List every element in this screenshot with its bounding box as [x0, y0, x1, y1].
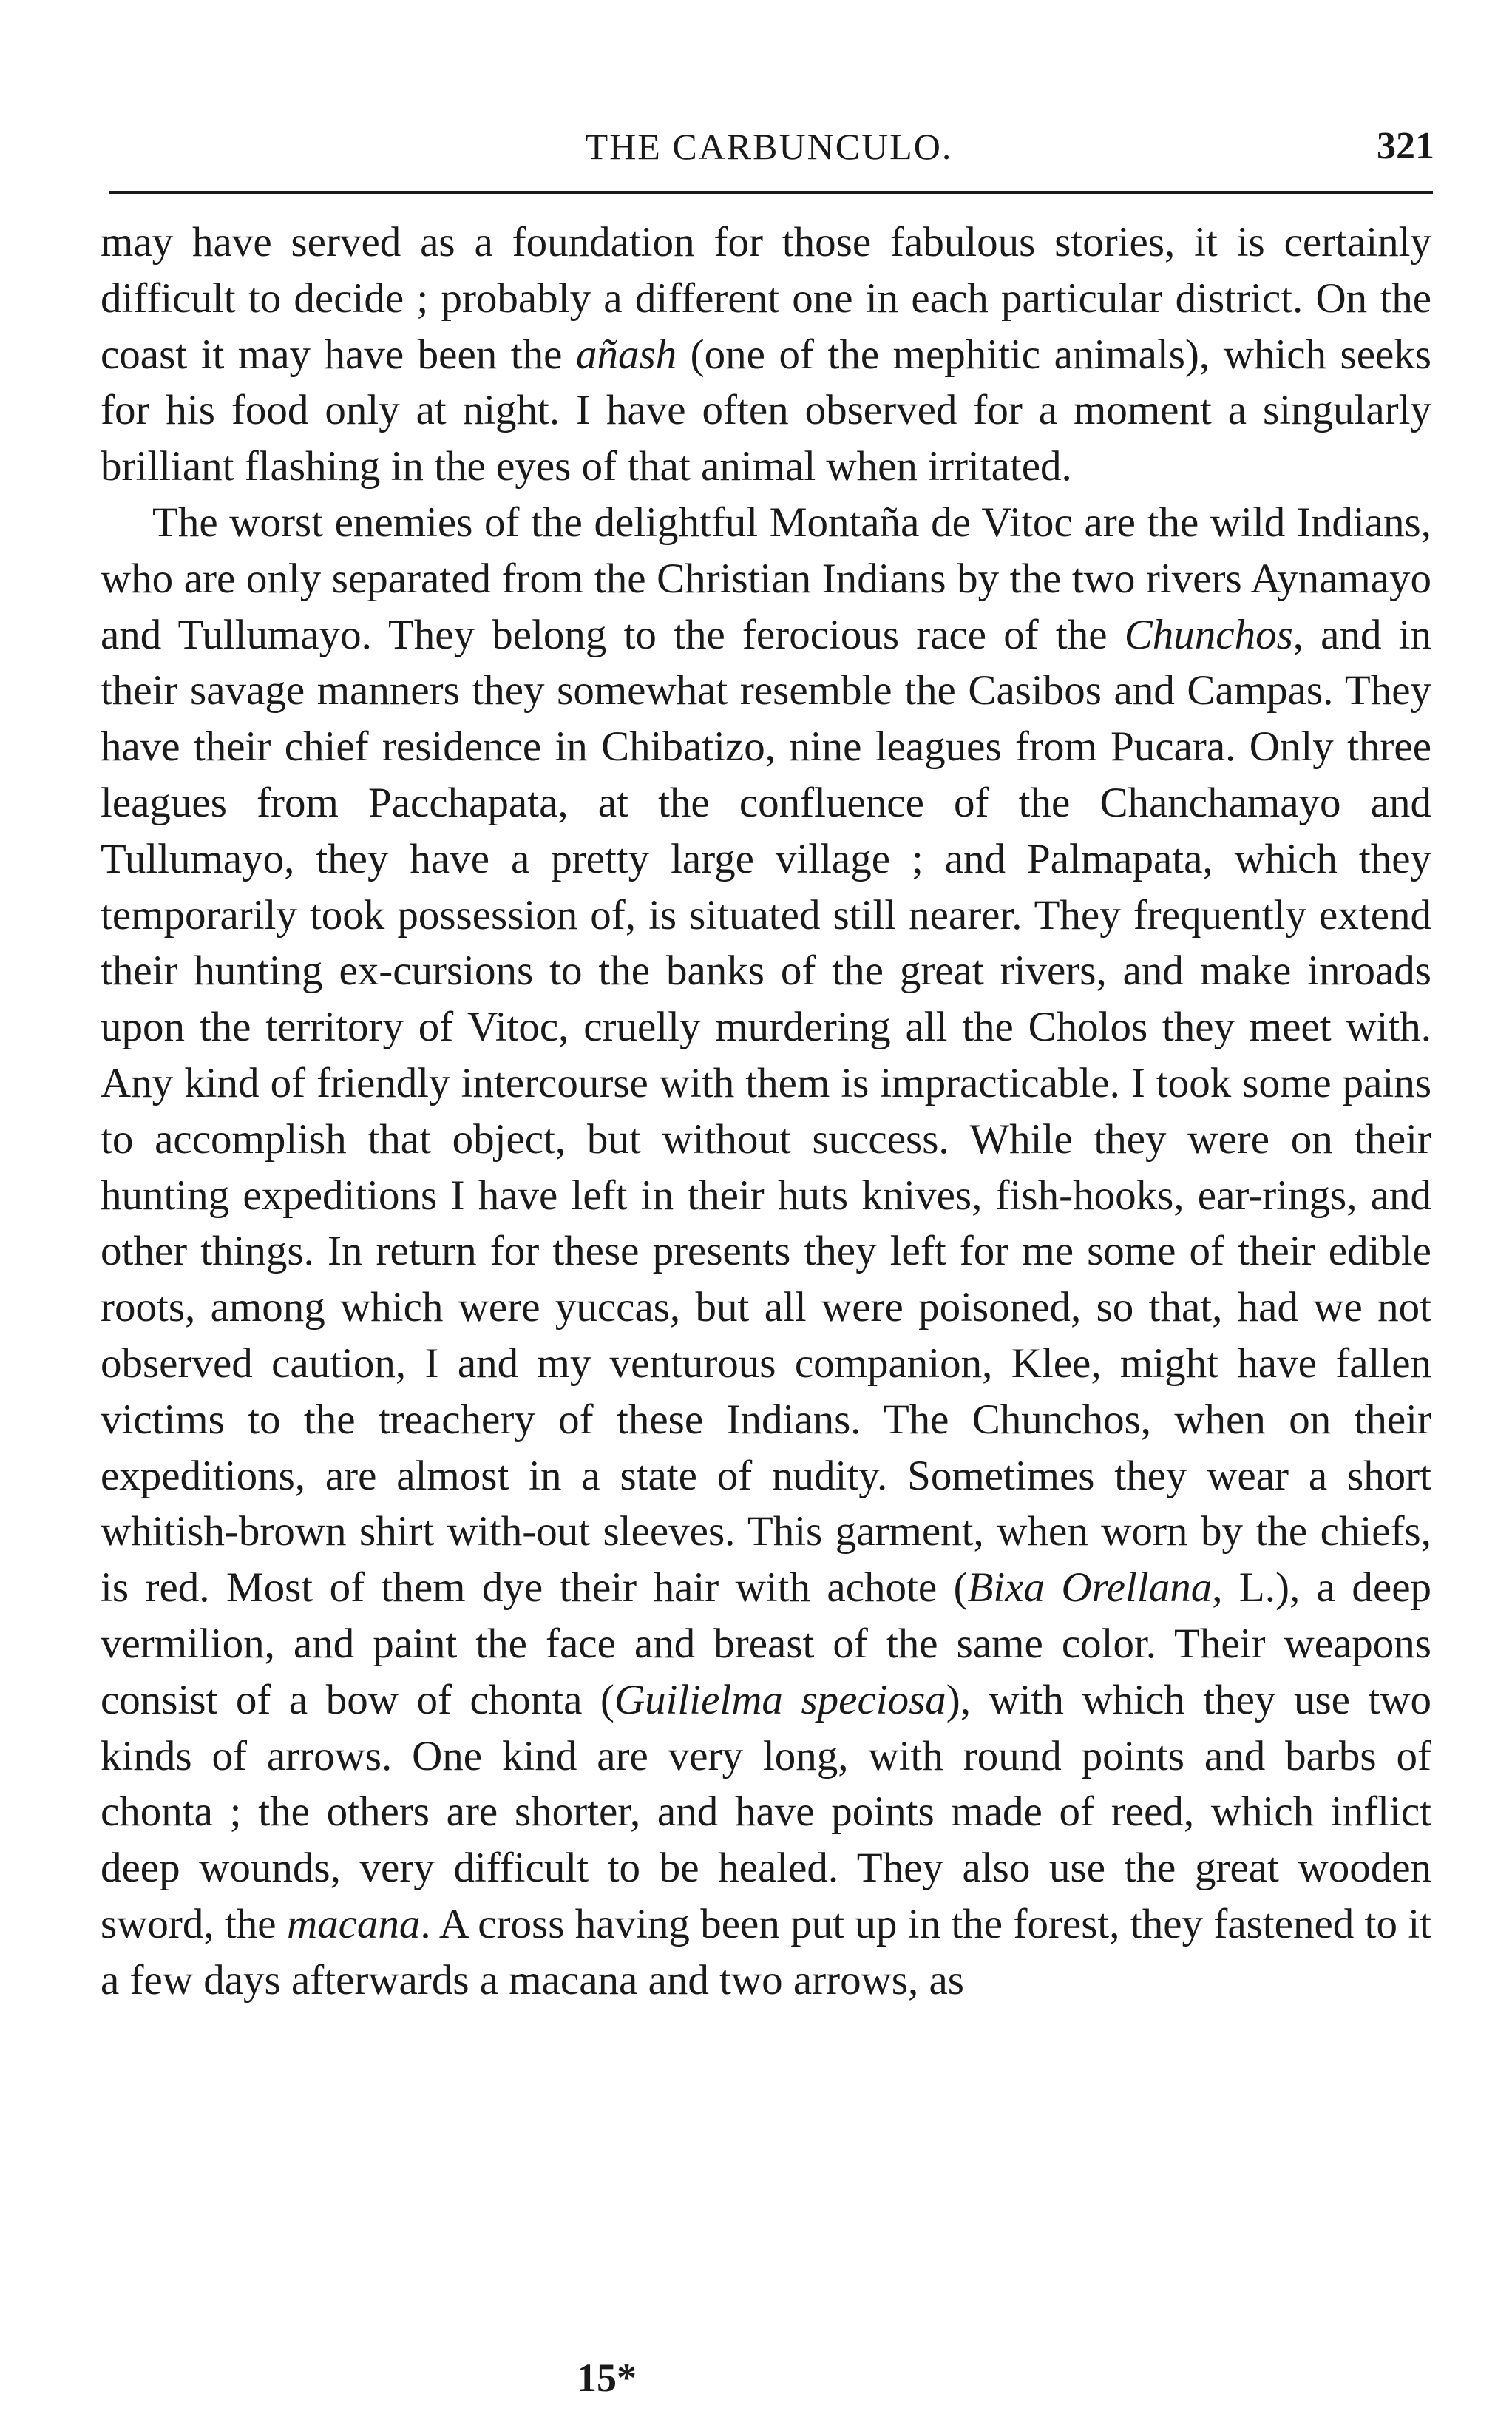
signature-mark: 15*	[577, 2356, 637, 2400]
running-title: THE CARBUNCULO.	[585, 126, 953, 167]
text-run: ), with which they use two kinds of arrows. One kind are very long, with round points and barbs of chonta ; the others are shorter, and have points made of reed, which inflict deep wounds, very difficult to be healed. They also use the great wooden sword, the	[101, 1676, 1431, 1947]
body-text	[101, 214, 1431, 2009]
text-run: , and in their savage manners they somewhat resemble the Casibos and Campas. They have their chief residence in Chibatizo, nine leagues from Pucara. Only three leagues from Pacchapata, at the confluence of the Chanchamayo and Tullumayo, they have a pretty large village ; and Palmapata, which they temporarily took possession of, is situated still nearer. They frequently extend their hunting ex-cursions to the banks of the great rivers, and make inroads upon the territory of Vitoc, cruelly murdering all the Cholos they meet with. Any kind of friendly intercourse with them is impracticable. I took some pains to accomplish that object, but without success. While they were on their hunting expeditions I have left in their huts knives, fish-hooks, ear-rings, and other things. In return for these presents they left for me some of their edible roots, among which were yuccas, but all were poisoned, so that, had we not observed caution, I and my venturous companion, Klee, might have fallen victims to the treachery of these Indians. The Chunchos, when on their expeditions, are almost in a state of nudity. Sometimes they wear a short whitish-brown shirt with-out sleeves. This garment, when worn by the chiefs, is red. Most of them dye their hair with achote (	[101, 611, 1432, 1612]
paragraph	[101, 495, 1431, 2009]
paragraph	[101, 214, 1431, 495]
header-rule	[109, 191, 1433, 194]
page-number: 321	[1377, 125, 1434, 167]
text-run: . A cross having been put up in the forest, they fastened to it a few days afterwards a macana and two arrows, as	[101, 1900, 1431, 2004]
text-run: may have served as a foundation for those fabulous stories, it is certainly difficult to decide ; probably a different one in each particular district. On the coast it may have been the	[101, 219, 1431, 378]
italic-term: Guilielma speciosa	[614, 1676, 946, 1723]
text-run: (one of the mephitic animals), which seeks for his food only at night. I have often observed for a moment a singularly brilliant flashing in the eyes of that animal when irritated.	[101, 331, 1431, 490]
italic-term: Chunchos	[1124, 611, 1293, 658]
text-run: , L.), a deep vermilion, and paint the face and breast of the same color. Their weapons consist of a bow of chonta (	[101, 1564, 1431, 1723]
italic-term: Bixa Orellana	[967, 1564, 1213, 1612]
running-head	[104, 124, 1434, 169]
italic-term: macana	[286, 1900, 421, 1947]
text-run: The worst enemies of the delightful Montaña de Vitoc are the wild Indians, who are only separated from the Christian Indians by the two rivers Aynamayo and Tullumayo. They belong to the ferocious race of the	[101, 498, 1431, 658]
italic-term: añash	[575, 331, 677, 378]
